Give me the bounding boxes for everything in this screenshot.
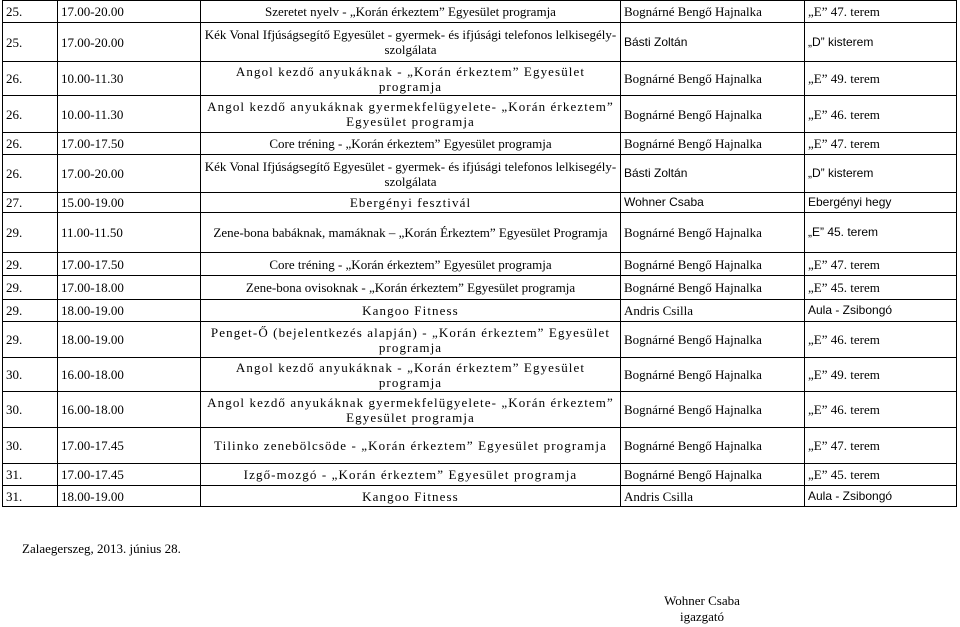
date-cell: 30. [3,358,58,392]
responsible-cell: Bognárné Bengő Hajnalka [621,1,805,23]
location-cell: „D” kisterem [805,23,957,62]
responsible-cell: Bognárné Bengő Hajnalka [621,276,805,300]
schedule-table [2,0,957,507]
activity-cell: Core tréning - „Korán érkeztem” Egyesület programja [201,253,621,276]
schedule-row [3,213,957,253]
activity-cell: Angol kezdő anyukáknak - „Korán érkeztem” Egyesület programja [201,358,621,392]
time-cell: 17.00-17.50 [58,253,201,276]
time-cell: 17.00-20.00 [58,1,201,23]
activity-cell: Kék Vonal Ifjúságsegítő Egyesület - gyermek- és ifjúsági telefonos lelkisegély-szolgálata [201,23,621,62]
date-cell: 31. [3,464,58,486]
time-cell: 10.00-11.30 [58,62,201,96]
date-cell: 30. [3,428,58,464]
responsible-cell: Básti Zoltán [621,23,805,62]
activity-cell: Angol kezdő anyukáknak - „Korán érkeztem” Egyesület programja [201,62,621,96]
responsible-cell: Bognárné Bengő Hajnalka [621,96,805,133]
signer-title: igazgató [679,609,725,624]
schedule-row [3,428,957,464]
schedule-row [3,1,957,23]
activity-cell: Penget-Ő (bejelentkezés alapján) - „Korán érkeztem” Egyesület programja [201,322,621,358]
activity-cell: Angol kezdő anyukáknak gyermekfelügyelete- „Korán érkeztem” Egyesület programja [201,96,621,133]
time-cell: 17.00-20.00 [58,23,201,62]
time-cell: 16.00-18.00 [58,358,201,392]
time-cell: 17.00-20.00 [58,155,201,193]
place-and-date: Zalaegerszeg, 2013. június 28. [22,541,181,556]
activity-cell: Izgő-mozgó - „Korán érkeztem” Egyesület programja [201,464,621,486]
location-cell: „E” 47. terem [805,133,957,155]
activity-cell: Tilinko zenebölcsöde - „Korán érkeztem” Egyesület programja [201,428,621,464]
location-cell: „E” 47. terem [805,1,957,23]
time-cell: 15.00-19.00 [58,193,201,213]
date-cell: 26. [3,155,58,193]
responsible-cell: Bognárné Bengő Hajnalka [621,392,805,428]
date-cell: 29. [3,276,58,300]
date-cell: 25. [3,1,58,23]
schedule-row [3,193,957,213]
time-cell: 16.00-18.00 [58,392,201,428]
responsible-cell: Bognárné Bengő Hajnalka [621,464,805,486]
date-cell: 26. [3,62,58,96]
location-cell: „E” 46. terem [805,392,957,428]
date-cell: 26. [3,96,58,133]
schedule-row [3,392,957,428]
activity-cell: Kék Vonal Ifjúságsegítő Egyesület - gyermek- és ifjúsági telefonos lelkisegély-szolgálata [201,155,621,193]
schedule-row [3,23,957,62]
responsible-cell: Bognárné Bengő Hajnalka [621,253,805,276]
activity-cell: Kangoo Fitness [201,486,621,507]
schedule-row [3,133,957,155]
responsible-cell: Bognárné Bengő Hajnalka [621,322,805,358]
responsible-cell: Bognárné Bengő Hajnalka [621,358,805,392]
time-cell: 11.00-11.50 [58,213,201,253]
date-cell: 29. [3,322,58,358]
time-cell: 17.00-17.45 [58,464,201,486]
date-cell: 26. [3,133,58,155]
location-cell: „E” 46. terem [805,322,957,358]
schedule-body [3,1,957,507]
schedule-row [3,322,957,358]
date-cell: 29. [3,300,58,322]
schedule-row [3,62,957,96]
responsible-cell: Básti Zoltán [621,155,805,193]
schedule-row [3,300,957,322]
schedule-row [3,276,957,300]
time-cell: 17.00-17.45 [58,428,201,464]
date-cell: 27. [3,193,58,213]
location-cell: „E” 45. terem [805,464,957,486]
responsible-cell: Bognárné Bengő Hajnalka [621,133,805,155]
signature-block [640,593,764,625]
responsible-cell: Wohner Csaba [621,193,805,213]
schedule-row [3,96,957,133]
schedule-row [3,358,957,392]
activity-cell: Zene-bona ovisoknak - „Korán érkeztem” Egyesület programja [201,276,621,300]
time-cell: 17.00-18.00 [58,276,201,300]
responsible-cell: Andris Csilla [621,300,805,322]
date-cell: 30. [3,392,58,428]
time-cell: 17.00-17.50 [58,133,201,155]
date-cell: 29. [3,253,58,276]
location-cell: „E” 46. terem [805,96,957,133]
date-cell: 31. [3,486,58,507]
activity-cell: Core tréning - „Korán érkeztem” Egyesület programja [201,133,621,155]
location-cell: Aula - Zsibongó [805,300,957,322]
responsible-cell: Bognárné Bengő Hajnalka [621,62,805,96]
date-cell: 25. [3,23,58,62]
location-cell: „D” kisterem [805,155,957,193]
time-cell: 10.00-11.30 [58,96,201,133]
activity-cell: Zene-bona babáknak, mamáknak – „Korán Érkeztem” Egyesület Programja [201,213,621,253]
time-cell: 18.00-19.00 [58,486,201,507]
location-cell: „E” 49. terem [805,358,957,392]
location-cell: „E” 45. terem [805,276,957,300]
location-cell: Aula - Zsibongó [805,486,957,507]
location-cell: Ebergényi hegy [805,193,957,213]
responsible-cell: Andris Csilla [621,486,805,507]
date-cell: 29. [3,213,58,253]
schedule-row [3,253,957,276]
responsible-cell: Bognárné Bengő Hajnalka [621,428,805,464]
time-cell: 18.00-19.00 [58,300,201,322]
responsible-cell: Bognárné Bengő Hajnalka [621,213,805,253]
activity-cell: Ebergényi fesztivál [201,193,621,213]
location-cell: „E” 47. terem [805,428,957,464]
activity-cell: Szeretet nyelv - „Korán érkeztem” Egyesület programja [201,1,621,23]
signer-name: Wohner Csaba [664,593,740,608]
schedule-row [3,464,957,486]
location-cell: „E” 45. terem [805,213,957,253]
time-cell: 18.00-19.00 [58,322,201,358]
schedule-row [3,155,957,193]
location-cell: „E” 49. terem [805,62,957,96]
activity-cell: Kangoo Fitness [201,300,621,322]
schedule-row [3,486,957,507]
activity-cell: Angol kezdő anyukáknak gyermekfelügyelete- „Korán érkeztem” Egyesület programja [201,392,621,428]
location-cell: „E” 47. terem [805,253,957,276]
